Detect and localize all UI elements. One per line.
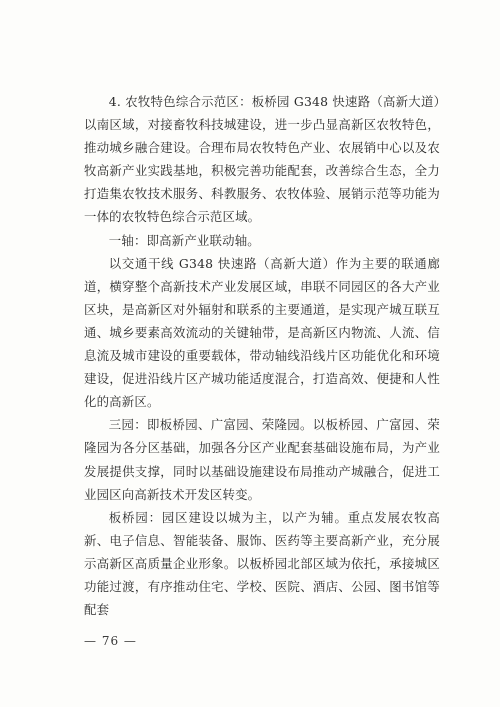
body-text (84, 90, 440, 621)
paragraph-one-axis-heading: 一轴：即高新产业联动轴。 (108, 232, 260, 248)
paragraph-three-parks: 三园：即板桥园、广富园、荣隆园。以板桥园、广富园、荣隆园为各分区基础，加强各分区产业配套基础设施布局，为产业发展提供支撑，同时以基础设施建设布局推动产城融合，促进工业园区向高新技术开发区转变。 (84, 417, 440, 502)
paragraph-banqiao-park: 板桥园：园区建设以城为主，以产为辅。重点发展农牧高新、电子信息、智能装备、服饰、医药等主要高新产业，充分展示高新区高质量企业形象。以板桥园北部区域为依托，承接城区功能过渡，有序推动住宅、学校、医院、酒店、公园、图书馆等配套 (84, 509, 440, 618)
paragraph-agri-demo-zone: 4. 农牧特色综合示范区：板桥园 G348 快速路（高新大道）以南区域，对接畜牧科技城建设，进一步凸显高新区农牧特色，推动城乡融合建设。合理布局农牧特色产业、农展销中心以及农牧高新产业实践基地，积极完善功能配套，改善综合生态，全力打造集农牧技术服务、科教服务、农牧体验、展销示范等功能为一体的农牧特色综合示范区域。 (84, 94, 440, 225)
page-number: — 76 — (84, 634, 137, 648)
paragraph-one-axis-body: 以交通干线 G348 快速路（高新大道）作为主要的联通廊道，横穿整个高新技术产业发展区域，串联不同园区的各大产业区块，是高新区对外辐射和联系的主要通道，是实现产城互联互通、城乡要素高效流动的关键轴带，是高新区内物流、人流、信息流及城市建设的重要载体，带动轴线沿线片区功能优化和环境建设，促进沿线片区产城功能适度混合，打造高效、便捷和人性化的高新区。 (84, 255, 440, 410)
